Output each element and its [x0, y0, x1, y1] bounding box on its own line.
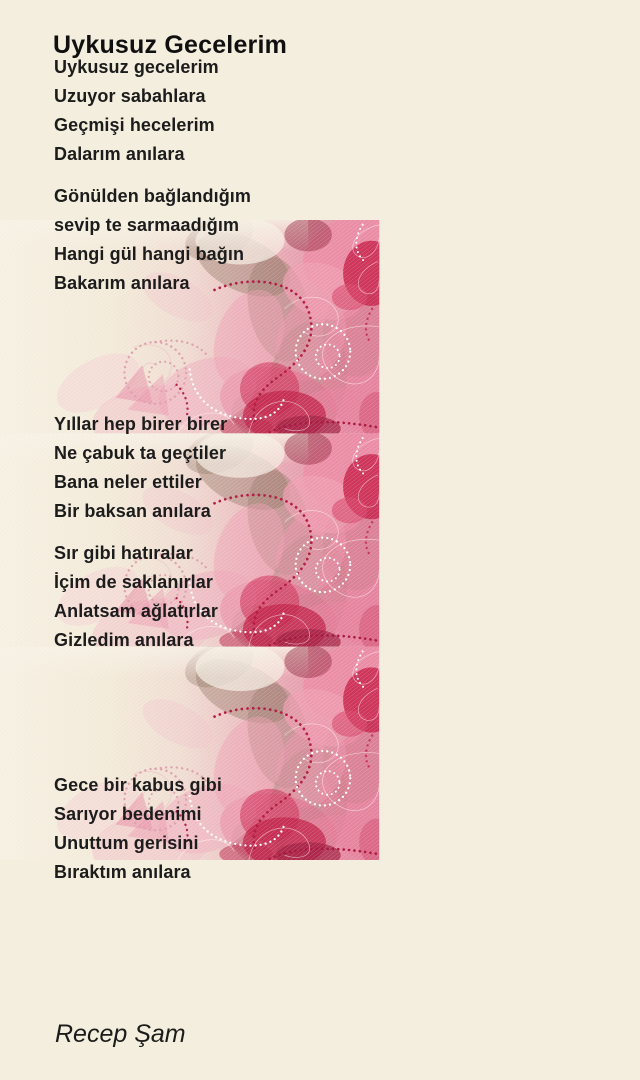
stanza-3 [54, 410, 227, 526]
poem-line: Bir baksan anılara [54, 501, 211, 521]
poem-author: Recep Şam [55, 1020, 186, 1048]
poem-line: Yıllar hep birer birer [54, 414, 228, 434]
poem-line: Gönülden bağlandığım [54, 186, 251, 206]
poem-line: Gece bir kabus gibi [54, 775, 222, 795]
poem-line: Uzuyor sabahlara [54, 86, 206, 106]
poem-line: Dalarım anılara [54, 144, 185, 164]
stanza-4 [54, 539, 218, 655]
poem-line: Geçmişi hecelerim [54, 115, 215, 135]
poem-line: Anlatsam ağlatırlar [54, 601, 218, 621]
poem-line: Gizledim anılara [54, 630, 194, 650]
poem-line: Hangi gül hangi bağın [54, 244, 245, 264]
stanza-5 [54, 771, 222, 887]
poem-line: Sarıyor bedenimi [54, 804, 202, 824]
poem-line: Ne çabuk ta geçtiler [54, 443, 227, 463]
poem-line: Bana neler ettiler [54, 472, 202, 492]
poem-line: Bıraktım anılara [54, 862, 191, 882]
poem-line: sevip te sarmaadığım [54, 215, 240, 235]
poem-line: Uykusuz gecelerim [54, 57, 219, 77]
stanza-2 [54, 182, 251, 298]
poem-line: İçim de saklanırlar [54, 572, 213, 592]
poem-line: Unuttum gerisini [54, 833, 199, 853]
poem-title: Uykusuz Gecelerim [53, 30, 288, 59]
stanza-1 [54, 53, 219, 169]
poem-line: Sır gibi hatıralar [54, 543, 193, 563]
poem-line: Bakarım anılara [54, 273, 190, 293]
